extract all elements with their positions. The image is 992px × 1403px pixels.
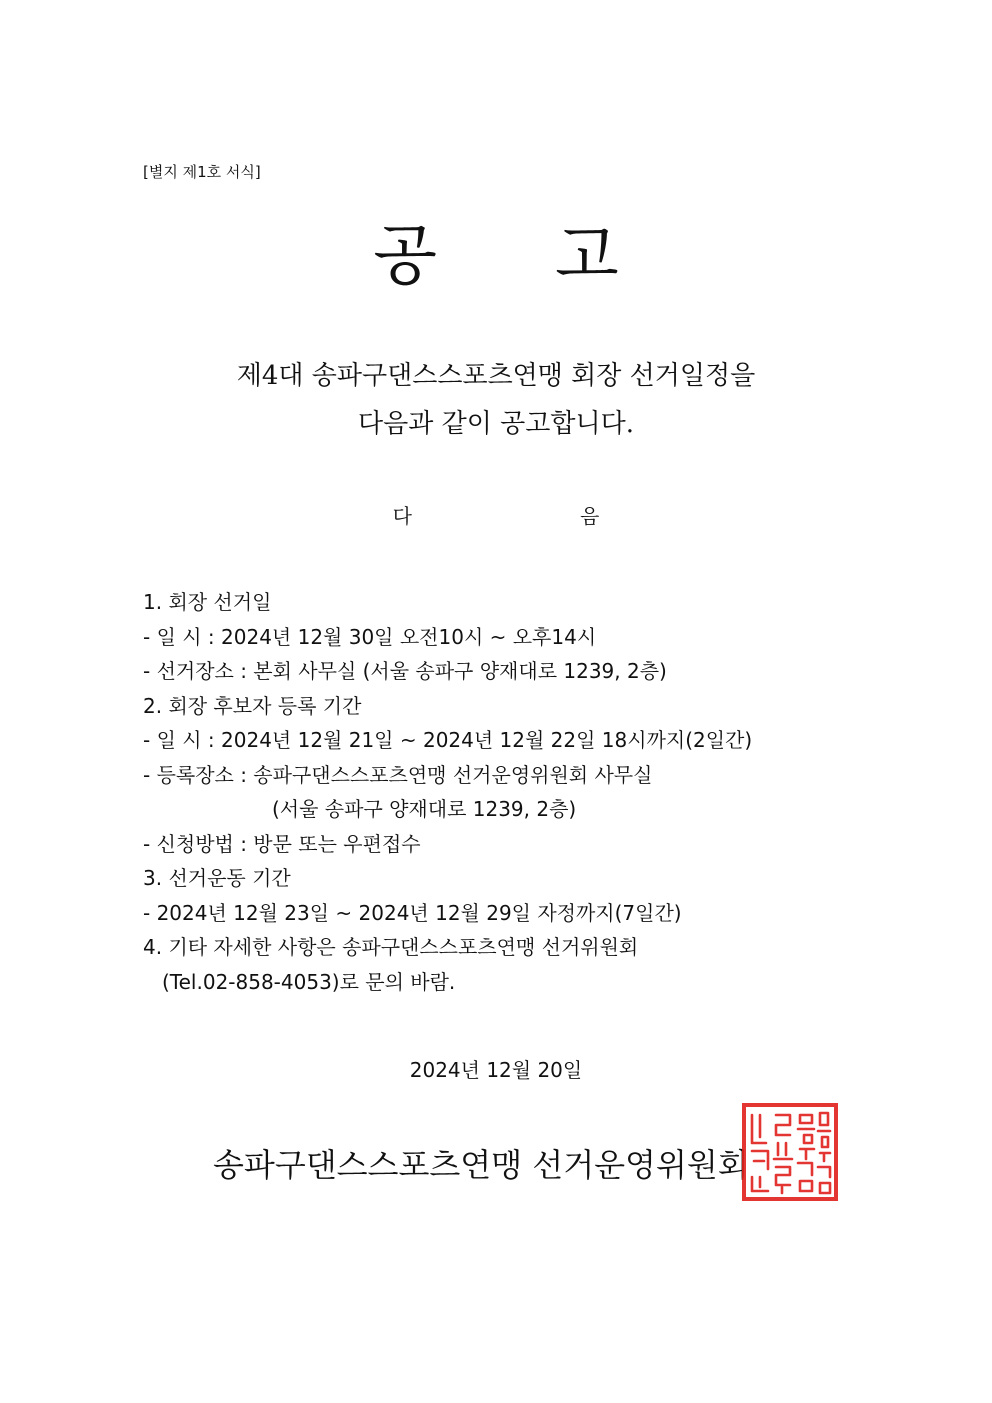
title-char-right: 고 [555,217,619,294]
section-heading-right: 음 [580,504,600,528]
notice-item-line: - 선거장소 : 본회 사무실 (서울 송파구 양재대로 1239, 2층) [143,659,667,683]
notice-item-line: (Tel.02-858-4053)로 문의 바람. [162,969,456,994]
notice-item-line: - 등록장소 : 송파구댄스스포츠연맹 선거운영위원회 사무실 [143,762,653,787]
notice-date: 2024년 12월 20일 [409,1058,583,1082]
title-char-left: 공 [373,217,437,294]
intro-line-2: 다음과 같이 공고합니다. [358,409,634,439]
notice-item-line: - 일 시 : 2024년 12월 21일 ~ 2024년 12월 22일 18시까지(2일간) [143,728,753,752]
notice-item-line: - 일 시 : 2024년 12월 30일 오전10시 ~ 오후14시 [143,624,597,649]
notice-body [143,585,903,999]
organization-name: 송파구댄스스포츠연맹 선거운영위원회 [213,1146,749,1184]
official-seal-icon [742,1103,838,1201]
notice-item-line: 1. 회장 선거일 [143,590,272,614]
notice-item-line: 2. 회장 후보자 등록 기간 [143,693,362,718]
notice-item-line: - 2024년 12월 23일 ~ 2024년 12월 29일 자정까지(7일간) [143,900,682,925]
notice-title [0,206,992,306]
intro-line-1: 제4대 송파구댄스스포츠연맹 회장 선거일정을 [236,361,756,391]
form-label: [별지 제1호 서식] [143,163,261,181]
section-heading [0,500,992,529]
notice-item-line: (서울 송파구 양재대로 1239, 2층) [272,797,577,821]
notice-item-line: 3. 선거운동 기간 [143,866,291,890]
notice-item-line: - 신청방법 : 방문 또는 우편접수 [143,831,421,856]
section-heading-left: 다 [392,504,412,528]
notice-item-line: 4. 기타 자세한 사항은 송파구댄스스포츠연맹 선거위원회 [143,935,639,959]
intro-text [0,352,992,448]
